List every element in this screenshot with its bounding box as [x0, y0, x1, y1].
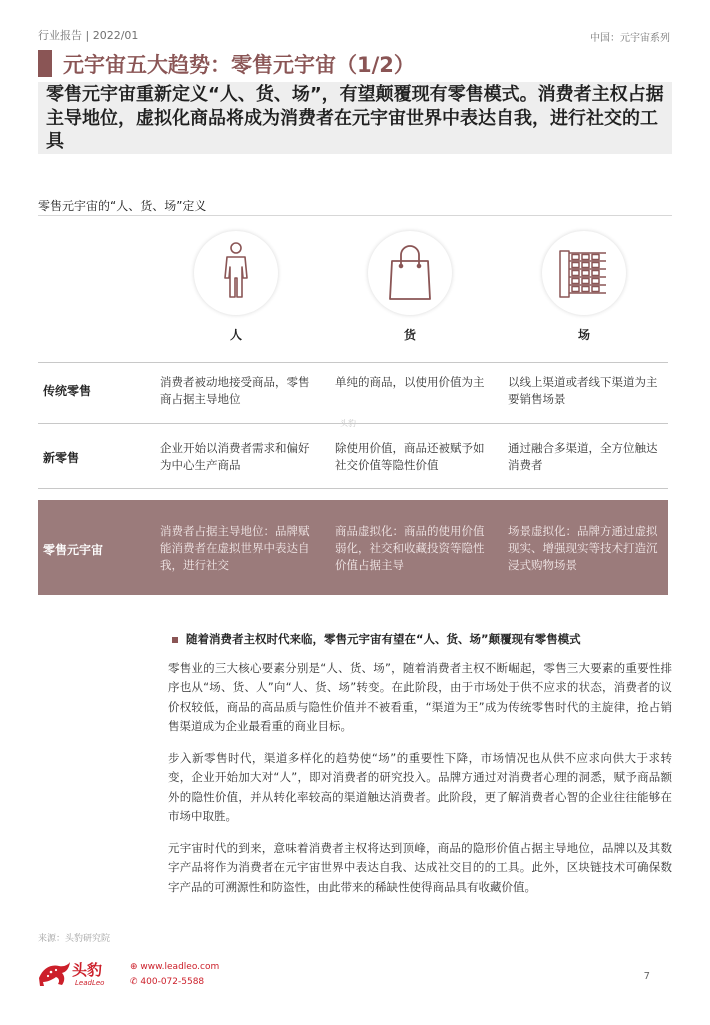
cell-traditional-goods: 单纯的商品，以使用价值为主	[335, 375, 485, 389]
cell-traditional-place: 以线上渠道或者线下渠道为主要销售场景	[508, 375, 658, 406]
logo-subtitle: LeadLeo	[75, 979, 105, 987]
section-label: 零售元宇宙的“人、货、场”定义	[38, 199, 207, 213]
column-head-place: 场	[577, 328, 590, 342]
cell-traditional-people: 消费者被动地接受商品，零售商占据主导地位	[160, 375, 310, 406]
report-header-right: 中国：元宇宙系列	[590, 33, 670, 44]
bullet-heading: 随着消费者主权时代来临，零售元宇宙有望在“人、货、场”颠覆现有零售模式	[186, 632, 581, 646]
cell-metaverse-people: 消费者占据主导地位：品牌赋能消费者在虚拟世界中表达自我，进行社交	[160, 524, 310, 572]
shopping-bag-icon	[368, 231, 452, 315]
title-accent-bar	[38, 50, 52, 77]
logo-wordmark: 头豹	[72, 961, 103, 979]
cell-metaverse-goods: 商品虚拟化：商品的使用价值弱化，社交和收藏投资等隐性价值占据主导	[335, 524, 485, 572]
column-head-people: 人	[229, 328, 242, 342]
page-title: 元宇宙五大趋势：零售元宇宙（1/2）	[63, 53, 415, 77]
person-icon	[194, 231, 278, 315]
table-rule	[38, 488, 668, 489]
source-note: 来源：头豹研究院	[38, 934, 111, 944]
row-label-retail-metaverse: 零售元宇宙	[43, 543, 104, 557]
bullet-square	[172, 637, 178, 643]
paragraph-2: 步入新零售时代，渠道多样化的趋势使“场”的重要性下降，市场情况也从供不应求向供大于求转变，企业开始加大对“人”，即对消费者的研究投入。品牌方通过对消费者心理的洞悉，赋予商品额外的隐性价值，并从转化率较高的渠道触达消费者。此阶段，更了解消费者心智的企业往往能够在市场中取胜。	[168, 751, 672, 823]
table-rule	[38, 362, 668, 363]
phone-text: 400-072-5588	[140, 977, 205, 987]
page-number: 7	[643, 971, 650, 982]
section-divider	[38, 215, 672, 216]
cell-metaverse-place: 场景虚拟化：品牌方通过虚拟现实、增强现实等技术打造沉浸式购物场景	[508, 524, 658, 572]
row-label-traditional: 传统零售	[43, 384, 92, 398]
table-rule	[38, 423, 668, 424]
website-link[interactable]	[130, 962, 219, 972]
column-head-goods: 货	[403, 328, 416, 342]
phone-icon: ✆	[130, 977, 141, 987]
globe-icon: ⊕	[130, 962, 141, 972]
cell-new-retail-people: 企业开始以消费者需求和偏好为中心生产商品	[160, 441, 310, 472]
phone-contact	[130, 977, 204, 987]
cell-new-retail-place: 通过融合多渠道，全方位触达消费者	[508, 441, 658, 472]
paragraph-3: 元宇宙时代的到来，意味着消费者主权将达到顶峰，商品的隐形价值占据主导地位，品牌以及其数字产品将作为消费者在元宇宙世界中表达自我、达成社交目的的工具。此外，区块链技术可确保数字产品的可溯源性和防盗性，由此带来的稀缺性使得商品具有收藏价值。	[168, 841, 672, 894]
cell-new-retail-goods: 除使用价值，商品还被赋予如社交价值等隐性价值	[335, 441, 485, 472]
leopard-logo-icon	[37, 960, 71, 992]
row-label-new-retail: 新零售	[43, 451, 80, 465]
paragraph-1: 零售业的三大核心要素分别是“人、货、场”，随着消费者主权不断崛起，零售三大要素的重要性排序也从“场、货、人”向“人、货、场”转变。在此阶段，由于市场处于供不应求的状态，消费者的议价权较低，商品的高品质与隐性价值并不被看重，“渠道为王”成为传统零售时代的主旋律，抢占销售渠道成为企业最看重的商业目标。	[168, 661, 672, 733]
shelves-icon	[542, 231, 626, 315]
page-subtitle: 零售元宇宙重新定义“人、货、场”，有望颠覆现有零售模式。消费者主权占据主导地位，虚拟化商品将成为消费者在元宇宙世界中表达自我，进行社交的工具	[46, 84, 664, 152]
website-text: www.leadleo.com	[140, 962, 220, 972]
report-header-left: 行业报告 | 2022/01	[38, 29, 139, 42]
